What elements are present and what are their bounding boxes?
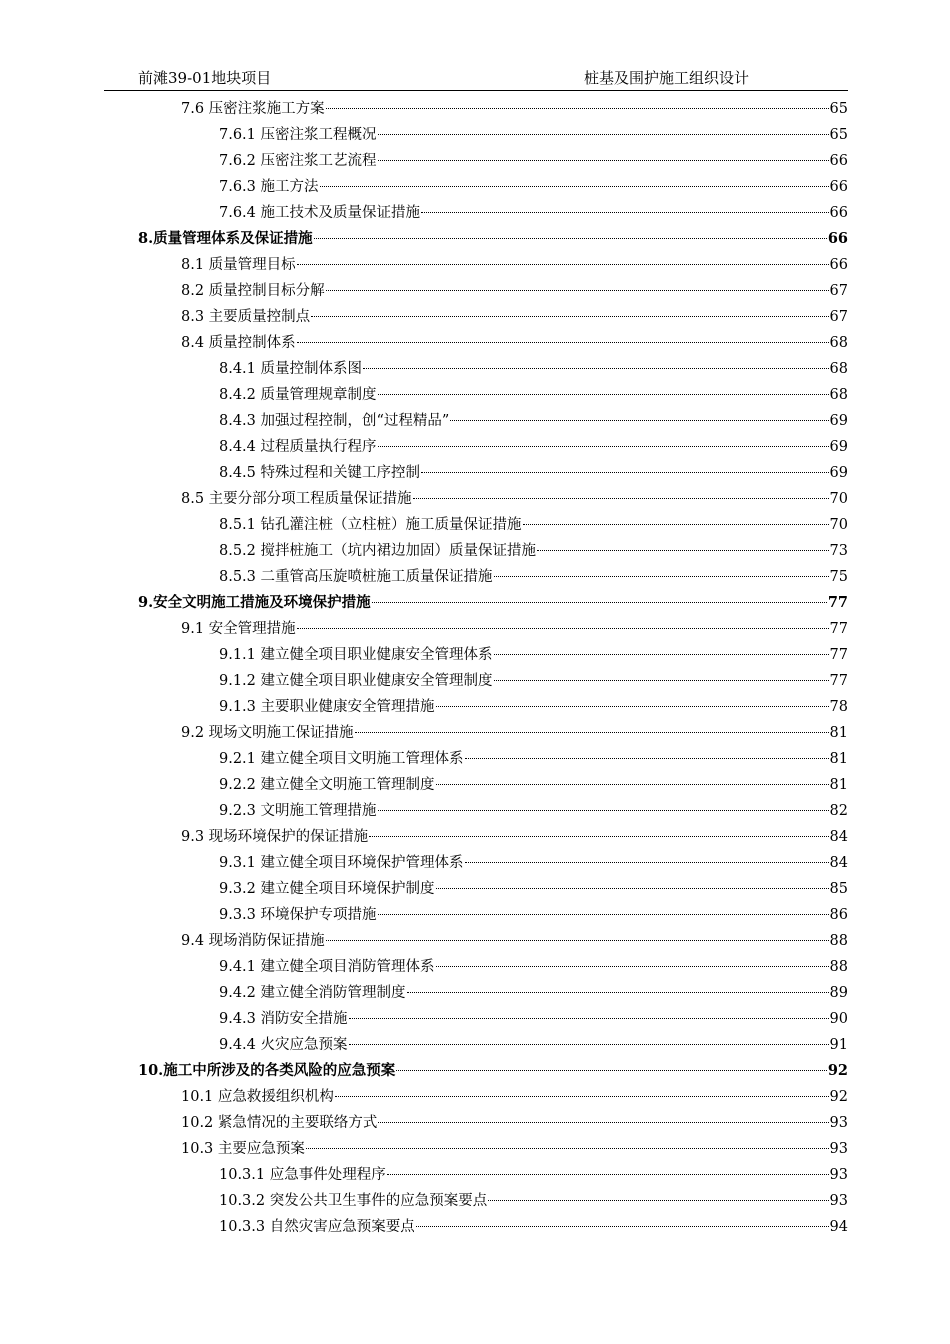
toc-entry[interactable]: [219, 1006, 848, 1032]
toc-entry-title: 7.6 压密注浆施工方案: [181, 101, 325, 117]
toc-dot-leader: [306, 1148, 829, 1149]
toc-dot-leader: [465, 862, 829, 863]
toc-entry-title: 9.4.3 消防安全措施: [219, 1011, 348, 1027]
toc-dot-leader: [387, 1174, 829, 1175]
toc-entry-page: 88: [829, 959, 848, 975]
toc-entry-title: 10.施工中所涉及的各类风险的应急预案: [138, 1062, 396, 1079]
toc-dot-leader: [378, 446, 829, 447]
toc-entry[interactable]: [219, 356, 848, 382]
toc-entry[interactable]: [219, 408, 848, 434]
toc-entry-page: 68: [829, 387, 848, 403]
toc-entry[interactable]: [181, 1136, 848, 1162]
toc-entry-title: 7.6.4 施工技术及质量保证措施: [219, 205, 421, 221]
toc-entry[interactable]: [219, 538, 848, 564]
toc-dot-leader: [378, 160, 829, 161]
toc-entry-page: 92: [829, 1089, 848, 1105]
toc-dot-leader: [494, 680, 829, 681]
toc-entry-title: 10.3.3 自然灾害应急预案要点: [219, 1219, 415, 1235]
header-document-title: 桩基及围护施工组织设计: [584, 69, 750, 87]
toc-dot-leader: [413, 498, 829, 499]
toc-entry-title: 9.2.2 建立健全文明施工管理制度: [219, 777, 435, 793]
toc-entry-title: 10.3 主要应急预案: [181, 1141, 305, 1157]
toc-entry-page: 77: [829, 673, 848, 689]
toc-entry-page: 68: [829, 361, 848, 377]
toc-entry[interactable]: [181, 330, 848, 356]
toc-dot-leader: [355, 732, 829, 733]
toc-entry-title: 10.3.1 应急事件处理程序: [219, 1167, 386, 1183]
toc-dot-leader: [494, 654, 829, 655]
toc-entry-page: 92: [827, 1062, 848, 1079]
toc-dot-leader: [436, 966, 829, 967]
toc-entry-page: 84: [829, 829, 848, 845]
toc-entry-title: 9.4 现场消防保证措施: [181, 933, 325, 949]
toc-entry-title: 8.4.4 过程质量执行程序: [219, 439, 377, 455]
toc-entry-page: 70: [829, 517, 848, 533]
toc-entry-page: 67: [829, 309, 848, 325]
toc-entry-page: 86: [829, 907, 848, 923]
toc-entry-title: 9.1.3 主要职业健康安全管理措施: [219, 699, 435, 715]
toc-dot-leader: [372, 602, 827, 603]
toc-entry-page: 78: [829, 699, 848, 715]
toc-entry-page: 93: [829, 1167, 848, 1183]
toc-dot-leader: [465, 758, 829, 759]
toc-dot-leader: [378, 134, 829, 135]
toc-dot-leader: [378, 394, 829, 395]
toc-entry-title: 8.4.2 质量管理规章制度: [219, 387, 377, 403]
toc-entry[interactable]: [181, 304, 848, 330]
toc-entry[interactable]: [219, 772, 848, 798]
toc-entry-page: 77: [827, 594, 848, 611]
toc-entry[interactable]: [181, 720, 848, 746]
toc-entry[interactable]: [219, 1188, 848, 1214]
toc-entry[interactable]: [219, 382, 848, 408]
toc-dot-leader: [537, 550, 829, 551]
toc-dot-leader: [450, 420, 828, 421]
toc-entry-page: 81: [829, 751, 848, 767]
toc-entry[interactable]: [181, 824, 848, 850]
toc-entry[interactable]: [219, 122, 848, 148]
toc-entry-page: 77: [829, 621, 848, 637]
toc-dot-leader: [314, 238, 827, 239]
toc-entry-page: 90: [829, 1011, 848, 1027]
toc-entry-title: 9.1.2 建立健全项目职业健康安全管理制度: [219, 673, 493, 689]
toc-dot-leader: [326, 108, 829, 109]
toc-entry-title: 9.4.4 火灾应急预案: [219, 1037, 348, 1053]
toc-entry[interactable]: [219, 876, 848, 902]
toc-dot-leader: [421, 212, 829, 213]
toc-entry[interactable]: [181, 96, 848, 122]
toc-entry[interactable]: [219, 148, 848, 174]
toc-dot-leader: [335, 1096, 829, 1097]
toc-entry-page: 68: [829, 335, 848, 351]
toc-entry[interactable]: [219, 512, 848, 538]
toc-dot-leader: [297, 342, 829, 343]
toc-entry[interactable]: [219, 434, 848, 460]
toc-dot-leader: [416, 1226, 829, 1227]
toc-entry-page: 88: [829, 933, 848, 949]
page-header: [104, 64, 848, 91]
toc-entry-page: 94: [829, 1219, 848, 1235]
toc-dot-leader: [436, 888, 829, 889]
toc-dot-leader: [363, 368, 829, 369]
toc-entry[interactable]: [219, 460, 848, 486]
toc-entry-title: 9.2.3 文明施工管理措施: [219, 803, 377, 819]
toc-entry-page: 93: [829, 1115, 848, 1131]
toc-entry-page: 77: [829, 647, 848, 663]
toc-entry-page: 69: [829, 439, 848, 455]
toc-entry[interactable]: [219, 1214, 848, 1240]
toc-entry[interactable]: [181, 616, 848, 642]
toc-dot-leader: [407, 992, 829, 993]
toc-entry-title: 10.1 应急救援组织机构: [181, 1089, 334, 1105]
toc-entry-page: 82: [829, 803, 848, 819]
toc-entry[interactable]: [181, 252, 848, 278]
toc-entry-page: 75: [829, 569, 848, 585]
toc-entry[interactable]: [219, 1162, 848, 1188]
toc-entry[interactable]: [181, 486, 848, 512]
toc-dot-leader: [326, 290, 829, 291]
toc-entry-title: 7.6.3 施工方法: [219, 179, 319, 195]
toc-entry[interactable]: [219, 642, 848, 668]
toc-entry-title: 8.4.5 特殊过程和关键工序控制: [219, 465, 421, 481]
toc-entry-title: 9.3.1 建立健全项目环境保护管理体系: [219, 855, 464, 871]
header-project-name: 前滩39-01地块项目: [138, 69, 272, 87]
toc-entry-title: 8.5.2 搅拌桩施工（坑内裙边加固）质量保证措施: [219, 543, 537, 559]
toc-entry[interactable]: [138, 1058, 848, 1084]
toc-entry[interactable]: [219, 902, 848, 928]
toc-dot-leader: [436, 784, 829, 785]
toc-entry-page: 84: [829, 855, 848, 871]
toc-entry-title: 9.3 现场环境保护的保证措施: [181, 829, 369, 845]
toc-dot-leader: [349, 1044, 829, 1045]
toc-dot-leader: [523, 524, 829, 525]
toc-entry-title: 9.4.1 建立健全项目消防管理体系: [219, 959, 435, 975]
toc-entry[interactable]: [219, 1032, 848, 1058]
toc-entry-page: 66: [829, 153, 848, 169]
toc-dot-leader: [378, 810, 829, 811]
toc-dot-leader: [369, 836, 828, 837]
toc-entry-page: 70: [829, 491, 848, 507]
toc-entry[interactable]: [219, 174, 848, 200]
toc-entry-title: 8.5.3 二重管高压旋喷桩施工质量保证措施: [219, 569, 493, 585]
toc-entry[interactable]: [219, 798, 848, 824]
toc-entry[interactable]: [138, 226, 848, 252]
toc-entry[interactable]: [181, 928, 848, 954]
toc-entry[interactable]: [219, 694, 848, 720]
toc-entry-page: 66: [827, 230, 848, 247]
toc-entry-title: 8.4 质量控制体系: [181, 335, 296, 351]
toc-dot-leader: [320, 186, 829, 187]
toc-entry[interactable]: [219, 668, 848, 694]
toc-entry-title: 10.3.2 突发公共卫生事件的应急预案要点: [219, 1193, 488, 1209]
toc-entry-title: 9.3.2 建立健全项目环境保护制度: [219, 881, 435, 897]
toc-entry-page: 69: [829, 465, 848, 481]
toc-entry-page: 66: [829, 179, 848, 195]
toc-entry-page: 81: [829, 777, 848, 793]
toc-entry-page: 67: [829, 283, 848, 299]
toc-entry-page: 65: [829, 101, 848, 117]
toc-entry-page: 91: [829, 1037, 848, 1053]
toc-entry-title: 9.1.1 建立健全项目职业健康安全管理体系: [219, 647, 493, 663]
toc-entry-title: 8.3 主要质量控制点: [181, 309, 311, 325]
toc-dot-leader: [378, 914, 829, 915]
toc-dot-leader: [297, 264, 829, 265]
toc-entry-page: 85: [829, 881, 848, 897]
toc-entry-page: 65: [829, 127, 848, 143]
toc-entry-title: 8.2 质量控制目标分解: [181, 283, 325, 299]
toc-entry[interactable]: [219, 850, 848, 876]
toc-entry-title: 7.6.2 压密注浆工艺流程: [219, 153, 377, 169]
toc-entry[interactable]: [138, 590, 848, 616]
toc-entry[interactable]: [219, 200, 848, 226]
toc-entry-page: 66: [829, 205, 848, 221]
toc-entry[interactable]: [219, 746, 848, 772]
toc-entry[interactable]: [219, 954, 848, 980]
toc-entry-title: 8.质量管理体系及保证措施: [138, 230, 313, 247]
toc-dot-leader: [421, 472, 829, 473]
toc-entry-title: 8.1 质量管理目标: [181, 257, 296, 273]
toc-dot-leader: [436, 706, 829, 707]
toc-entry-page: 81: [829, 725, 848, 741]
toc-dot-leader: [378, 1122, 828, 1123]
toc-entry-page: 89: [829, 985, 848, 1001]
toc-entry-title: 9.2 现场文明施工保证措施: [181, 725, 354, 741]
toc-dot-leader: [396, 1070, 827, 1071]
toc-entry-title: 9.安全文明施工措施及环境保护措施: [138, 594, 371, 611]
toc-dot-leader: [326, 940, 829, 941]
toc-entry[interactable]: [219, 564, 848, 590]
toc-dot-leader: [488, 1200, 828, 1201]
toc-entry[interactable]: [181, 1110, 848, 1136]
toc-entry-title: 9.4.2 建立健全消防管理制度: [219, 985, 406, 1001]
toc-entry-page: 69: [829, 413, 848, 429]
toc-entry-title: 8.5.1 钻孔灌注桩（立柱桩）施工质量保证措施: [219, 517, 522, 533]
toc-entry[interactable]: [219, 980, 848, 1006]
toc-entry-title: 9.1 安全管理措施: [181, 621, 296, 637]
toc-entry-title: 8.5 主要分部分项工程质量保证措施: [181, 491, 412, 507]
toc-entry-title: 8.4.1 质量控制体系图: [219, 361, 363, 377]
toc-entry-title: 8.4.3 加强过程控制，创“过程精品”: [219, 413, 450, 429]
toc-entry[interactable]: [181, 1084, 848, 1110]
toc-entry-page: 93: [829, 1193, 848, 1209]
toc-entry-title: 9.3.3 环境保护专项措施: [219, 907, 377, 923]
toc-dot-leader: [311, 316, 828, 317]
toc-entry-page: 93: [829, 1141, 848, 1157]
toc-entry-title: 7.6.1 压密注浆工程概况: [219, 127, 377, 143]
toc-entry-page: 66: [829, 257, 848, 273]
toc-dot-leader: [297, 628, 829, 629]
toc-entry-page: 73: [829, 543, 848, 559]
toc-entry-title: 9.2.1 建立健全项目文明施工管理体系: [219, 751, 464, 767]
toc-dot-leader: [494, 576, 829, 577]
toc-entry[interactable]: [181, 278, 848, 304]
toc-dot-leader: [349, 1018, 829, 1019]
toc-entry-title: 10.2 紧急情况的主要联络方式: [181, 1115, 378, 1131]
